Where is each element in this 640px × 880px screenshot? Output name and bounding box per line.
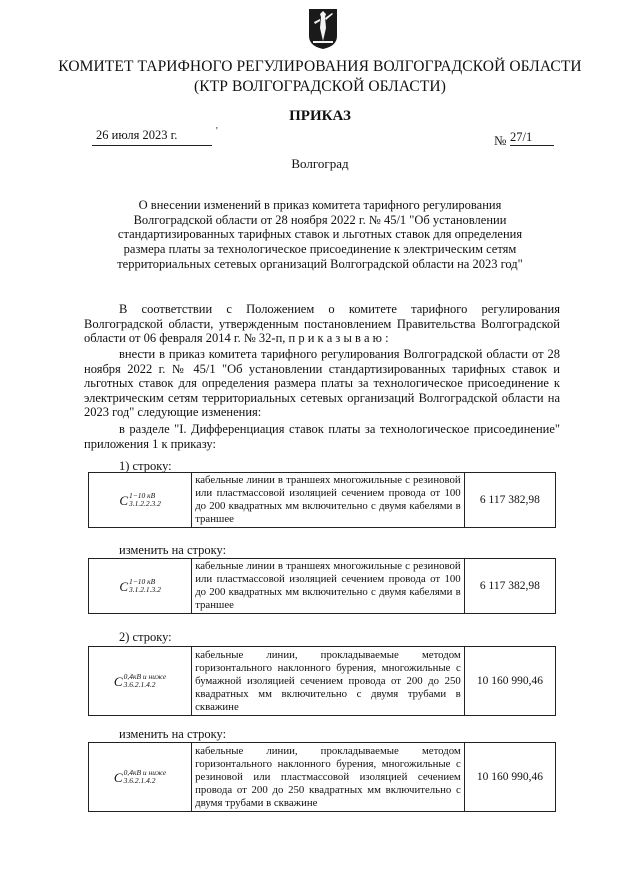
section-reference-paragraph: в разделе "I. Дифференциация ставок платы за технологическое присоединение" приложения 1 к приказу: — [84, 422, 560, 451]
document-type: ПРИКАЗ — [289, 108, 351, 124]
rate-value: 6 117 382,98 — [464, 559, 555, 614]
order-subject: О внесении изменений в приказ комитета тарифного регулирования Волгоградской области от 28 ноября 2022 г. № 45/1 "Об установлении стандартизированных тарифных ставок и льготных ставок для определения размера платы за технологическое присоединение к электрическим сетям территориальных сетевых организаций Волгоградской области на 2023 год" — [117, 198, 523, 271]
table-row — [89, 473, 556, 528]
rate-description: кабельные линии, прокладываемые методом горизонтального наклонного бурения, многожильные с резиновой или пластмассовой изоляцией сечением провода от 200 до 250 квадратных мм включительно с двумя трубами в скважине — [192, 743, 465, 812]
rate-description: кабельные линии, прокладываемые методом горизонтального наклонного бурения, многожильные с бумажной изоляцией сечением провода от 200 до 250 квадратных мм включительно с двумя трубами в скважине — [192, 647, 465, 716]
organization-name: КОМИТЕТ ТАРИФНОГО РЕГУЛИРОВАНИЯ ВОЛГОГРАДСКОЙ ОБЛАСТИ — [58, 58, 582, 75]
rate-value: 10 160 990,46 — [464, 647, 555, 716]
rate-code: C 1−10 кВ 3.1.2.1.3.2 — [89, 559, 192, 614]
tariff-table-1 — [88, 472, 556, 528]
label-change-1: изменить на строку: — [119, 543, 227, 557]
organization-abbreviation: (КТР ВОЛГОГРАДСКОЙ ОБЛАСТИ) — [194, 78, 446, 95]
tariff-table-2 — [88, 558, 556, 614]
rate-code: C 1−10 кВ 3.1.2.2.3.2 — [89, 473, 192, 528]
order-number: 27/1 — [510, 130, 554, 146]
number-label: № — [494, 133, 507, 148]
scan-mark: ' — [216, 126, 218, 137]
rate-description: кабельные линии в траншеях многожильные с резиновой или пластмассовой изоляцией сечением провода от 100 до 200 квадратных мм включительно с двумя кабелями в траншее — [192, 473, 465, 528]
table-row — [89, 647, 556, 716]
rate-code: C 0,4кВ и ниже 3.6.2.1.4.2 — [89, 743, 192, 812]
order-date: 26 июля 2023 г. — [96, 128, 178, 142]
tariff-table-4 — [88, 742, 556, 812]
tariff-table-3 — [88, 646, 556, 716]
preamble-paragraph: В соответствии с Положением о комитете тарифного регулирования Волгоградской области, утвержденным постановлением Правительства Волгоградской области от 06 февраля 2014 г. № 32-п, п р и к а з ы в а ю : — [84, 302, 560, 346]
rate-value: 6 117 382,98 — [464, 473, 555, 528]
coat-of-arms-emblem — [308, 8, 338, 50]
directive-paragraph: внести в приказ комитета тарифного регулирования Волгоградской области от 28 ноября 2022 г. № 45/1 "Об установлении стандартизированных тарифных ставок и льготных ставок для определения размера платы за технологическое присоединение к электрическим сетям территориальных сетевых организаций Волгоградской области на 2023 год" следующие изменения: — [84, 347, 560, 420]
label-row-1: 1) строку: — [119, 459, 172, 473]
table-row — [89, 559, 556, 614]
city: Волгоград — [291, 156, 349, 171]
date-underline — [92, 145, 212, 146]
table-row — [89, 743, 556, 812]
label-row-2: 2) строку: — [119, 630, 172, 644]
rate-code: C 0,4кВ и ниже 3.6.2.1.4.2 — [89, 647, 192, 716]
rate-description: кабельные линии в траншеях многожильные с резиновой или пластмассовой изоляцией сечением провода от 100 до 200 квадратных мм включительно с двумя кабелями в траншее — [192, 559, 465, 614]
label-change-2: изменить на строку: — [119, 727, 227, 741]
rate-value: 10 160 990,46 — [464, 743, 555, 812]
